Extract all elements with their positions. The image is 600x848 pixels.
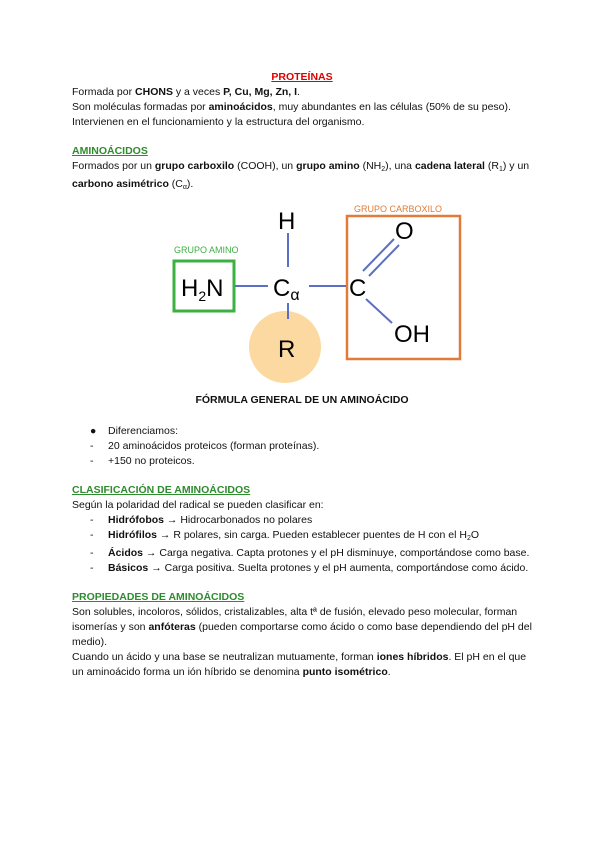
atom-r: R — [278, 336, 296, 363]
intro-text: Son moléculas formadas por — [72, 101, 209, 113]
amino-acid-diagram — [72, 199, 532, 389]
aminoacidos-description — [72, 159, 532, 195]
bold-term: iones híbridos — [376, 651, 449, 663]
text: . El pH en el que un aminoácido forma un ión híbrido se denomina — [72, 651, 527, 678]
atom-c: C — [349, 275, 367, 302]
propiedades-paragraph-2 — [72, 650, 532, 680]
term: Hidrófilos — [108, 529, 157, 541]
bold-term: cadena lateral — [414, 160, 485, 172]
list-item-text: Diferenciamos: — [108, 425, 179, 437]
subscript: 2 — [466, 535, 471, 542]
list-item — [72, 546, 532, 561]
intro-text: Formada por — [72, 86, 136, 98]
intro-bold: CHONS — [135, 86, 173, 98]
atom-c-alpha — [273, 275, 300, 304]
text: (C — [168, 178, 183, 190]
document-page — [72, 70, 532, 680]
arrow: → — [148, 562, 165, 574]
atom-h2n — [181, 275, 223, 304]
subscript: 1 — [498, 166, 503, 173]
aminoacidos-list — [72, 424, 532, 469]
bold-term: grupo amino — [296, 160, 360, 172]
intro-line-1 — [72, 85, 532, 100]
bullet-marker: ● — [90, 425, 97, 437]
arrow: → — [164, 514, 181, 526]
dash-marker: - — [90, 514, 94, 526]
section-heading-clasificacion: CLASIFICACIÓN DE AMINOÁCIDOS — [72, 484, 251, 496]
dash-marker: - — [90, 547, 94, 559]
carboxyl-group-label: GRUPO CARBOXILO — [354, 204, 443, 214]
description: Carga positiva. Suelta protones y el pH aumenta, comportándose como ácido. — [164, 562, 529, 574]
c-alpha-sub: α — [290, 287, 300, 304]
text: (COOH), un — [234, 160, 297, 172]
c-alpha-c: C — [273, 275, 291, 302]
propiedades-paragraph-1 — [72, 605, 532, 650]
h2n-sub: 2 — [198, 288, 207, 304]
list-item — [72, 424, 532, 439]
text: ). — [186, 178, 194, 190]
text: ) y un — [502, 160, 530, 172]
list-item-text: 20 aminoácidos proteicos (forman proteínas). — [108, 440, 320, 452]
intro-text: y a veces — [172, 86, 224, 98]
bullet-marker: - — [90, 455, 94, 467]
subscript: 2 — [381, 166, 386, 173]
intro-text: , muy abundantes en las células (50% de su peso). Intervienen en el funcionamiento y la estructura del organismo. — [72, 101, 511, 128]
term: Ácidos — [108, 547, 144, 559]
description-end: O — [470, 529, 480, 541]
list-item-text: +150 no proteicos. — [108, 455, 195, 467]
intro-bold: P, Cu, Mg, Zn, I — [223, 86, 298, 98]
description: Hidrocarbonados no polares — [180, 514, 313, 526]
arrow: → — [143, 547, 160, 559]
bullet-marker: - — [90, 440, 94, 452]
h2n-h: H — [181, 275, 199, 302]
text: Formados por un — [72, 160, 155, 172]
section-heading-aminoacidos: AMINOÁCIDOS — [72, 145, 148, 157]
amino-acid-formula-figure — [72, 199, 532, 389]
text: Cuando un ácido y una base se neutralizan mutuamente, forman — [72, 651, 377, 663]
text: Son solubles, incoloros, sólidos, cristalizables, alta tª de fusión, elevado peso molecular, forman isomerías y son — [72, 606, 518, 633]
list-item — [72, 528, 532, 546]
page-title: PROTEÍNAS — [271, 71, 333, 83]
list-item — [72, 561, 532, 576]
atom-h: H — [278, 208, 296, 235]
subscript: α — [182, 184, 187, 191]
description: R polares, sin carga. Pueden establecer puentes de H con el H — [173, 529, 467, 541]
intro-text: . — [297, 86, 300, 98]
h2n-n: N — [206, 275, 224, 302]
text: (R — [484, 160, 499, 172]
clasificacion-list — [72, 513, 532, 576]
term: Básicos — [108, 562, 149, 574]
amino-group-label: GRUPO AMINO — [174, 245, 239, 255]
dash-marker: - — [90, 562, 94, 574]
list-item — [72, 454, 532, 469]
intro-line-2 — [72, 100, 532, 130]
description: Carga negativa. Capta protones y el pH disminuye, comportándose como base. — [159, 547, 530, 559]
section-heading-propiedades: PROPIEDADES DE AMINOÁCIDOS — [72, 591, 245, 603]
text: (pueden comportarse como ácido o como base dependiendo del pH del medio). — [72, 621, 532, 648]
text: . — [387, 666, 391, 678]
bold-term: grupo carboxilo — [154, 160, 235, 172]
bold-term: carbono asimétrico — [72, 178, 169, 190]
list-item — [72, 513, 532, 528]
text: ), una — [385, 160, 415, 172]
figure-caption: FÓRMULA GENERAL DE UN AMINOÁCIDO — [195, 394, 409, 406]
intro-bold: aminoácidos — [208, 101, 273, 113]
atom-oh: OH — [394, 321, 430, 348]
list-item — [72, 439, 532, 454]
atom-o: O — [395, 218, 414, 245]
term: Hidrófobos — [108, 514, 164, 526]
clasificacion-intro: Según la polaridad del radical se pueden clasificar en: — [72, 499, 324, 511]
bold-term: anfóteras — [148, 621, 196, 633]
arrow: → — [157, 529, 174, 541]
bond-oh — [366, 299, 392, 323]
text: (NH — [359, 160, 382, 172]
dash-marker: - — [90, 529, 94, 541]
bold-term: punto isométrico — [302, 666, 388, 678]
